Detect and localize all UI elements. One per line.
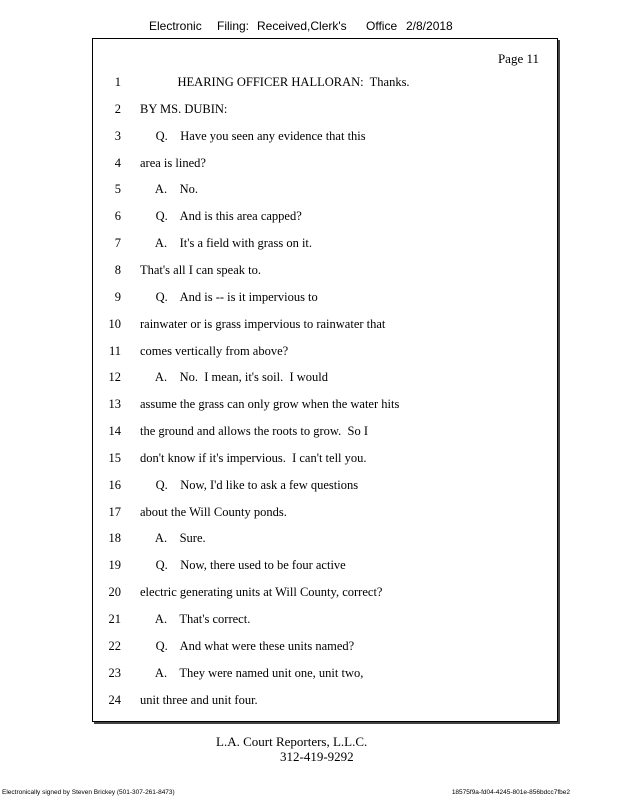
line-text: comes vertically from above? — [140, 343, 289, 358]
line-number: 4 — [114, 155, 121, 170]
line-text: A. It's a field with grass on it. — [140, 236, 313, 251]
line-text: That's all I can speak to. — [140, 262, 261, 277]
line-text: area is lined? — [140, 155, 206, 170]
line-text: assume the grass can only grow when the water hits — [140, 397, 400, 412]
line-text: Q. Now, there used to be four active — [140, 558, 346, 573]
line-text: Q. And is -- is it impervious to — [140, 289, 318, 304]
line-number: 15 — [108, 450, 121, 465]
line-text: about the Will County ponds. — [140, 504, 287, 519]
line-number: 10 — [108, 316, 121, 331]
line-number: 9 — [114, 289, 121, 304]
signature-footer: Electronically signed by Steven Brickey (501-307-261-8473) — [2, 789, 175, 796]
line-number: 23 — [108, 665, 121, 680]
line-text: don't know if it's impervious. I can't tell you. — [140, 450, 367, 465]
line-number: 2 — [114, 101, 121, 116]
line-number: 19 — [108, 558, 121, 573]
filing-header-received: Received,Clerk's — [257, 19, 347, 33]
line-text: the ground and allows the roots to grow. So I — [140, 424, 368, 439]
line-number: 16 — [108, 477, 121, 492]
line-text: A. No. I mean, it's soil. I would — [140, 370, 329, 385]
line-text: A. That's correct. — [140, 612, 251, 626]
line-text: A. No. — [140, 182, 198, 197]
line-text: A. Sure. — [140, 531, 206, 546]
line-text: BY MS. DUBIN: — [140, 101, 228, 116]
filing-header-electronic: Electronic — [149, 19, 202, 33]
line-number: 5 — [114, 182, 121, 197]
line-number: 1 — [114, 75, 121, 89]
line-number: 6 — [114, 209, 121, 224]
filing-header-office: Office — [366, 19, 398, 33]
line-text: unit three and unit four. — [140, 692, 258, 707]
transcript-page — [92, 38, 558, 722]
page-number: Page 11 — [497, 51, 539, 66]
line-number: 21 — [108, 612, 121, 626]
filing-header-filing: Filing: — [217, 19, 250, 33]
line-number: 18 — [108, 531, 121, 546]
line-text: A. They were named unit one, unit two, — [140, 665, 364, 680]
line-number: 3 — [114, 128, 121, 143]
line-number: 11 — [108, 343, 121, 358]
line-text: electric generating units at Will County, correct? — [140, 585, 383, 600]
line-text: Q. Now, I'd like to ask a few questions — [140, 477, 359, 492]
filing-header — [0, 19, 618, 37]
line-number: 7 — [114, 236, 121, 251]
line-number: 14 — [108, 424, 121, 439]
reporter-name: L.A. Court Reporters, L.L.C. — [216, 734, 368, 749]
line-number: 8 — [114, 262, 121, 277]
line-text: HEARING OFFICER HALLORAN: Thanks. — [140, 75, 410, 89]
line-number: 24 — [108, 692, 121, 707]
filing-header-date: 2/8/2018 — [406, 19, 453, 33]
document-id-footer: 18575f9a-fd04-4245-801e-856bdcc7fbe2 — [451, 789, 570, 796]
line-number: 13 — [108, 397, 121, 412]
line-number: 12 — [108, 370, 121, 385]
reporter-phone: 312-419-9292 — [280, 749, 354, 764]
line-text: rainwater or is grass impervious to rainwater that — [140, 316, 386, 331]
line-text: Q. And what were these units named? — [140, 638, 355, 653]
line-text: Q. And is this area capped? — [140, 209, 302, 224]
line-number: 20 — [108, 585, 121, 600]
line-number: 17 — [108, 504, 121, 519]
line-text: Q. Have you seen any evidence that this — [140, 128, 366, 143]
line-number: 22 — [108, 638, 121, 653]
